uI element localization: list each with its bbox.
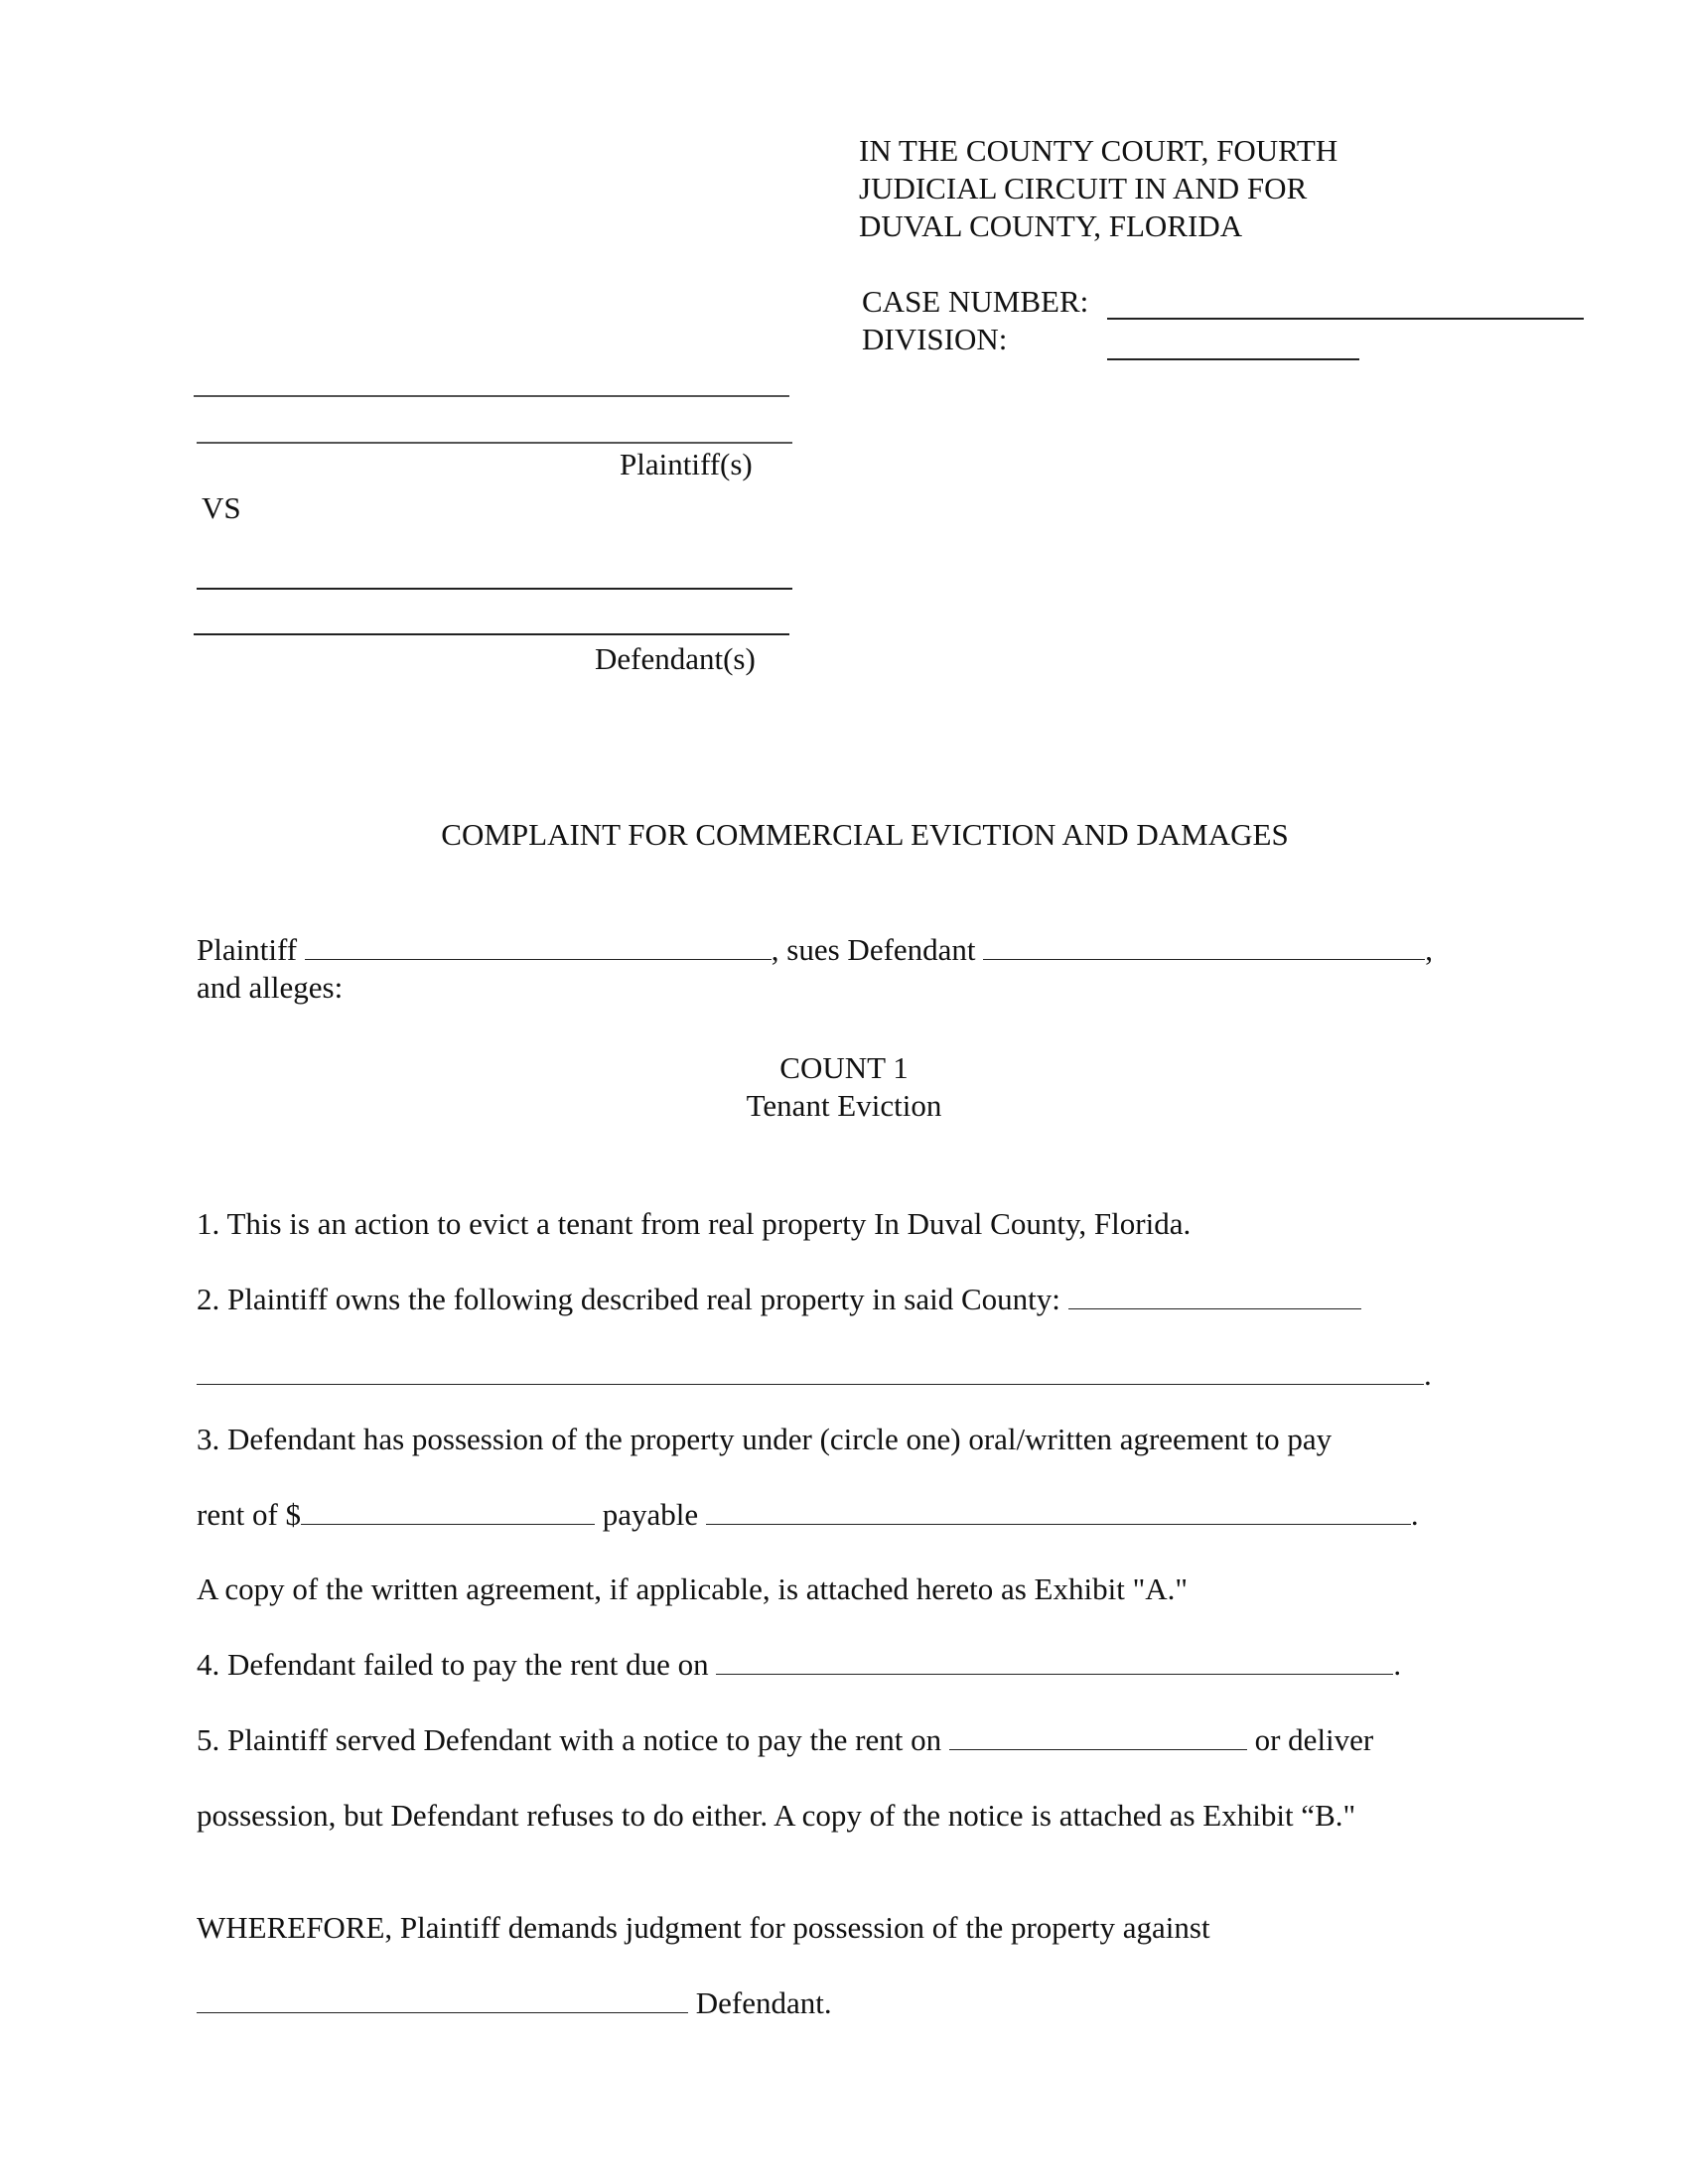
defendant-name-field-1[interactable] [197,588,792,590]
paragraph-3-copy: A copy of the written agreement, if applicable, is attached hereto as Exhibit "A." [197,1571,1189,1606]
notice-date-field[interactable] [949,1723,1247,1750]
division-field[interactable] [1107,358,1359,360]
count-subheading: Tenant Eviction [746,1088,942,1123]
court-line-2: JUDICIAL CIRCUIT IN AND FOR [859,171,1308,205]
plaintiff-name-field-2[interactable] [197,442,792,444]
paragraph-5-text: 5. Plaintiff served Defendant with a notice to pay the rent on [197,1722,942,1757]
wherefore-defendant-word: Defendant. [695,1985,832,2020]
court-line-3: DUVAL COUNTY, FLORIDA [859,208,1243,243]
paragraph-4-line [197,1646,1401,1684]
payable-label: payable [602,1497,699,1532]
paragraph-1: 1. This is an action to evict a tenant from real property In Duval County, Florida. [197,1206,1192,1241]
court-line-1: IN THE COUNTY COURT, FOURTH [859,133,1338,168]
case-number-field[interactable] [1107,318,1584,320]
plaintiff-label: Plaintiff(s) [620,447,753,481]
wherefore-line: WHEREFORE, Plaintiff demands judgment for possession of the property against [197,1910,1210,1945]
vs-label: VS [202,490,241,525]
intro-alleges: and alleges: [197,970,344,1005]
paragraph-2-text: 2. Plaintiff owns the following described real property in said County: [197,1282,1060,1316]
division-label: DIVISION: [862,322,1008,356]
payable-terms-field[interactable] [706,1498,1411,1525]
paragraph-4-text: 4. Defendant failed to pay the rent due on [197,1647,709,1682]
intro-plaintiff-name-field[interactable] [305,933,772,960]
paragraph-5-continuation: possession, but Defendant refuses to do either. A copy of the notice is attached as Exhibit “B." [197,1798,1356,1833]
document-title: COMPLAINT FOR COMMERCIAL EVICTION AND DAMAGES [441,817,1289,852]
rent-due-date-field[interactable] [716,1648,1393,1675]
intro-line [197,931,1433,969]
property-description-field-1[interactable] [1068,1283,1361,1309]
paragraph-4-end: . [1393,1647,1402,1682]
intro-comma: , [1425,932,1434,967]
intro-sues-text: , sues Defendant [771,932,976,967]
wherefore-defendant-name-field[interactable] [197,1986,688,2013]
paragraph-5-line [197,1721,1373,1759]
paragraph-2-line [197,1281,1361,1318]
count-heading: COUNT 1 [779,1050,909,1085]
intro-defendant-name-field[interactable] [983,933,1425,960]
or-deliver-text: or deliver [1254,1722,1374,1757]
plaintiff-name-field-1[interactable] [194,395,789,397]
paragraph-2-end: . [1424,1357,1432,1392]
paragraph-3-rent-line [197,1496,1419,1534]
rent-amount-field[interactable] [301,1498,595,1525]
paragraph-3-end: . [1410,1497,1419,1532]
intro-plaintiff-word: Plaintiff [197,932,298,967]
defendant-label: Defendant(s) [595,641,756,676]
property-description-field-2[interactable] [197,1358,1424,1385]
case-number-label: CASE NUMBER: [862,284,1089,319]
rent-label: rent of $ [197,1497,302,1532]
paragraph-2-continuation [197,1356,1432,1394]
wherefore-defendant-line [197,1984,832,2022]
paragraph-3: 3. Defendant has possession of the property under (circle one) oral/written agreement to pay [197,1422,1333,1456]
defendant-name-field-2[interactable] [194,633,789,635]
